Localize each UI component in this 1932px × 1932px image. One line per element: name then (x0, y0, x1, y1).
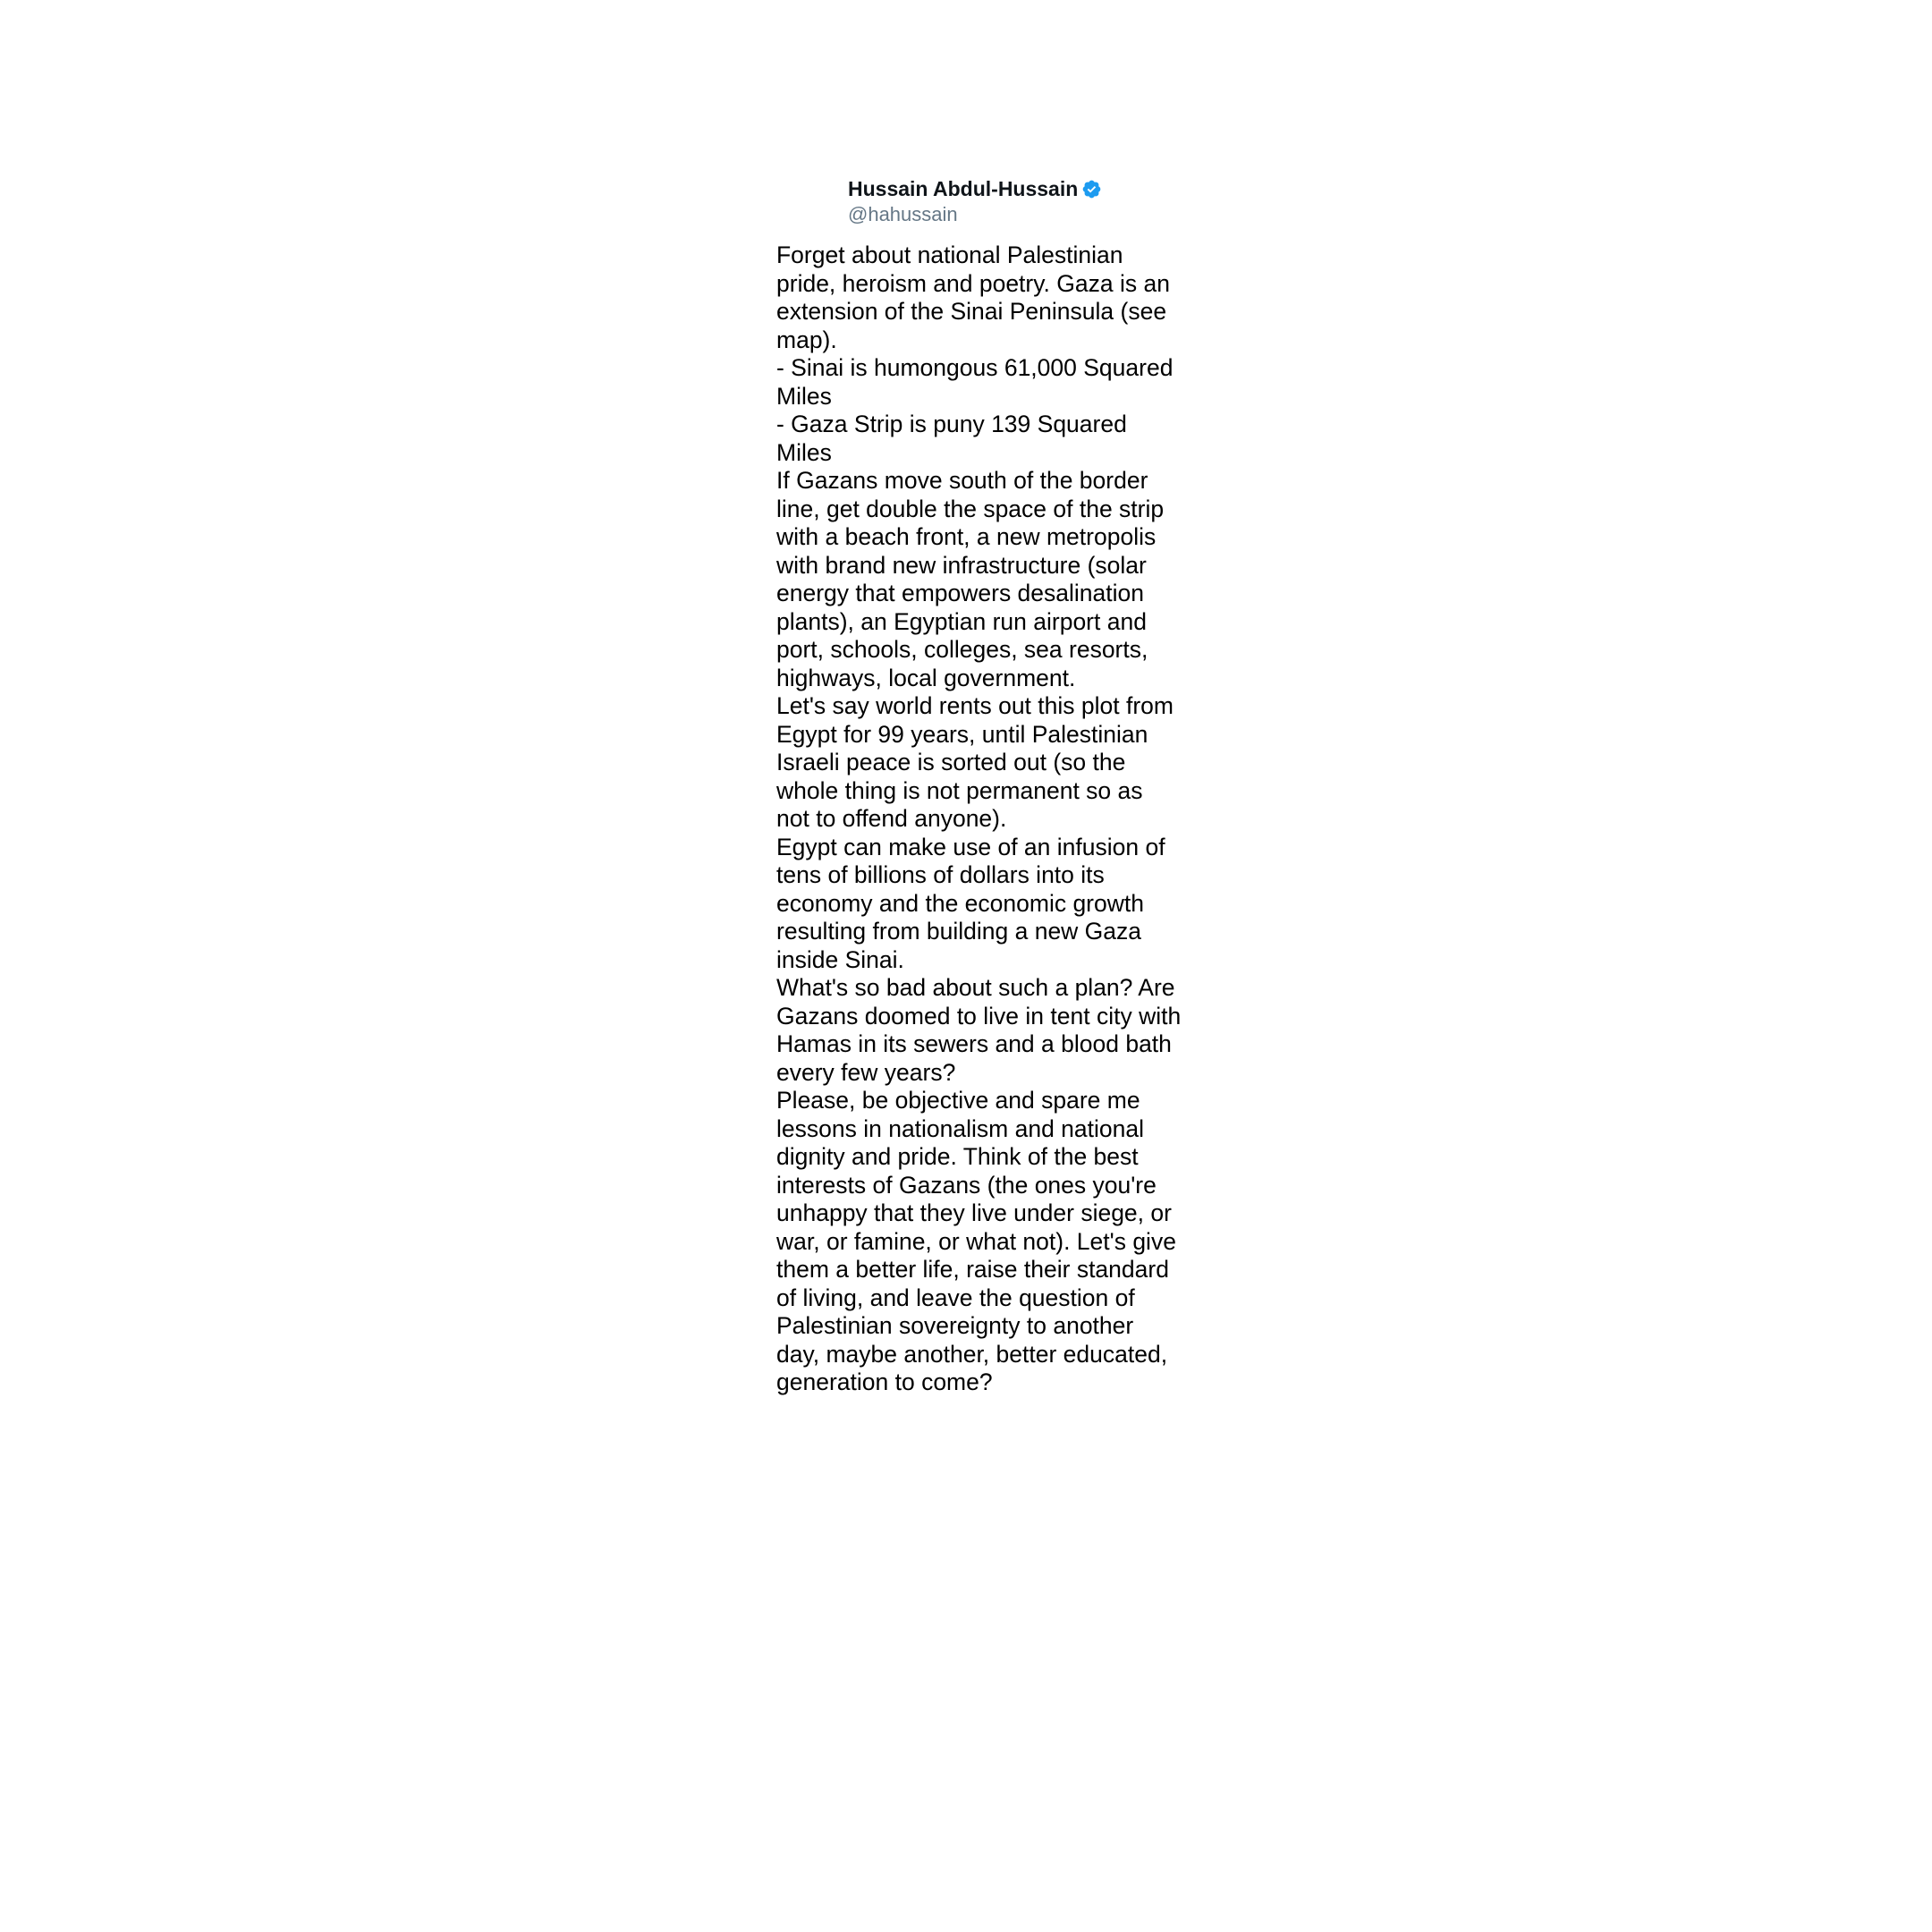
tweet-body-line: inside Sinai. (776, 945, 904, 973)
tweet-body-line: - Gaza Strip is puny 139 Squared (776, 411, 1127, 437)
author-display-name[interactable]: Hussain Abdul-Hussain (848, 176, 1079, 200)
tweet-body-line: of living, and leave the question of (776, 1284, 1135, 1311)
author-handle[interactable]: @hahussain (848, 203, 958, 225)
tweet-body-line: map). (776, 326, 837, 353)
tweet-body-line: dignity and pride. Think of the best (776, 1143, 1139, 1170)
author-block (848, 175, 1102, 227)
tweet-body-line: Israeli peace is sorted out (so the (776, 749, 1126, 775)
verified-badge-icon (1081, 179, 1102, 199)
tweet-body-line: every few years? (776, 1058, 956, 1086)
tweet-body (776, 242, 1188, 1397)
tweet-body-line: pride, heroism and poetry. Gaza is an (776, 269, 1170, 297)
tweet-body-line: plants), an Egyptian run airport and (776, 607, 1147, 635)
tweet-body-line: with a beach front, a new metropolis (776, 523, 1157, 550)
tweet-body-line: interests of Gazans (the ones you're (776, 1171, 1157, 1199)
tweet-body-line: Palestinian sovereignty to another (776, 1312, 1134, 1339)
tweet-body-line: unhappy that they live under siege, or (776, 1199, 1172, 1226)
tweet-body-line: energy that empowers desalination (776, 580, 1144, 606)
tweet-body-line: line, get double the space of the strip (776, 495, 1165, 522)
tweet-body-line: Hamas in its sewers and a blood bath (776, 1030, 1172, 1057)
tweet-body-line: tens of billions of dollars into its (776, 861, 1105, 888)
avatar[interactable] (776, 174, 834, 231)
tweet-body-line: Gazans doomed to live in tent city with (776, 1002, 1182, 1030)
tweet-body-line: What's so bad about such a plan? Are (776, 974, 1175, 1001)
tweet-card (776, 170, 1188, 1397)
tweet-body-line: Miles (776, 382, 832, 410)
tweet-body-line: day, maybe another, better educated, (776, 1340, 1168, 1368)
tweet-body-line: port, schools, colleges, sea resorts, (776, 636, 1148, 663)
tweet-body-line: with brand new infrastructure (solar (776, 551, 1147, 579)
author-name-row (848, 175, 1102, 202)
tweet-body-line: Forget about national Palestinian (776, 242, 1123, 268)
tweet-header (776, 170, 1188, 233)
tweet-body-line: Let's say world rents out this plot from (776, 692, 1174, 719)
tweet-body-line: not to offend anyone). (776, 805, 1007, 832)
tweet-body-line: - Sinai is humongous 61,000 Squared (776, 354, 1174, 381)
tweet-body-line: If Gazans move south of the border (776, 467, 1148, 494)
tweet-body-line: war, or famine, or what not). Let's give (776, 1227, 1176, 1255)
tweet-body-line: resulting from building a new Gaza (776, 918, 1142, 945)
tweet-body-line: extension of the Sinai Peninsula (see (776, 298, 1167, 325)
tweet-body-line: them a better life, raise their standard (776, 1256, 1169, 1283)
tweet-body-line: lessons in nationalism and national (776, 1114, 1145, 1142)
tweet-body-line: whole thing is not permanent so as (776, 776, 1143, 804)
tweet-body-line: highways, local government. (776, 664, 1076, 691)
tweet-body-line: economy and the economic growth (776, 889, 1144, 917)
tweet-body-line: Miles (776, 438, 832, 466)
tweet-body-line: Egypt for 99 years, until Palestinian (776, 720, 1148, 748)
tweet-body-line: Egypt can make use of an infusion of (776, 833, 1165, 860)
tweet-body-line: generation to come? (776, 1368, 993, 1395)
tweet-body-line: Please, be objective and spare me (776, 1087, 1140, 1114)
